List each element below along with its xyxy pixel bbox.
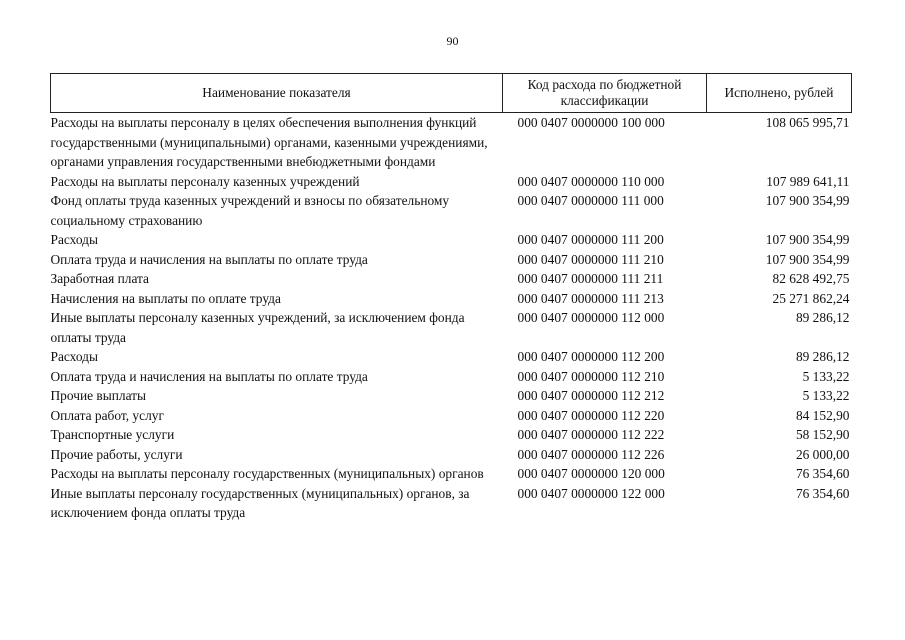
indicator-name: Расходы [50, 349, 98, 364]
table-row [51, 445, 852, 465]
indicator-name: Оплата работ, услуг [50, 407, 164, 423]
executed-amount: 89 286,12 [795, 349, 850, 364]
expenditure-table [50, 73, 852, 523]
executed-amount: 58 152,90 [795, 427, 850, 442]
indicator-name: Иные выплаты персоналу государственных (муниципальных) органов, за исключением фонда оплаты труда [50, 485, 470, 520]
budget-code: 000 0407 0000000 100 000 [517, 115, 665, 130]
indicator-name: Расходы на выплаты персоналу в целях обеспечения выполнения функций государственными (муниципальными) органами, казенными учреждениями, органами управления государственными внебюджетными фондами [50, 115, 488, 169]
table-row [51, 289, 852, 309]
indicator-name: Начисления на выплаты по оплате труда [50, 290, 281, 306]
budget-code: 000 0407 0000000 112 222 [517, 427, 665, 442]
budget-code: 000 0407 0000000 111 200 [517, 232, 664, 247]
header-executed-amount: Исполнено, рублей [707, 74, 852, 113]
table-row [51, 347, 852, 367]
budget-code: 000 0407 0000000 112 226 [517, 446, 665, 462]
indicator-name: Фонд оплаты труда казенных учреждений и взносы по обязательному социальному страхованию [50, 193, 450, 228]
indicator-name: Расходы на выплаты персоналу государственных (муниципальных) органов [50, 466, 484, 481]
table-row [51, 113, 852, 172]
budget-code: 000 0407 0000000 112 210 [517, 368, 665, 384]
table-row [51, 269, 852, 289]
budget-code: 000 0407 0000000 112 000 [517, 310, 665, 325]
executed-amount: 84 152,90 [795, 407, 850, 423]
executed-amount: 107 900 354,99 [765, 193, 850, 208]
executed-amount: 107 900 354,99 [765, 251, 850, 267]
table-row [51, 386, 852, 406]
executed-amount: 108 065 995,71 [765, 115, 850, 130]
table-body [51, 113, 852, 523]
budget-code: 000 0407 0000000 112 220 [517, 407, 665, 423]
header-indicator-name: Наименование показателя [51, 74, 503, 113]
executed-amount: 5 133,22 [802, 368, 850, 384]
indicator-name: Оплата труда и начисления на выплаты по оплате труда [50, 251, 368, 267]
indicator-name: Оплата труда и начисления на выплаты по оплате труда [50, 368, 368, 384]
table-row [51, 191, 852, 230]
table-row [51, 425, 852, 445]
budget-code: 000 0407 0000000 111 213 [517, 290, 664, 306]
table-row [51, 230, 852, 250]
executed-amount: 82 628 492,75 [772, 271, 850, 286]
executed-amount: 5 133,22 [802, 388, 850, 403]
budget-code: 000 0407 0000000 112 212 [517, 388, 665, 403]
indicator-name: Расходы [50, 232, 98, 247]
table-row [51, 172, 852, 192]
table-row [51, 406, 852, 426]
indicator-name: Прочие работы, услуги [50, 446, 183, 462]
table-row [51, 250, 852, 270]
budget-code: 000 0407 0000000 112 200 [517, 349, 665, 364]
executed-amount: 89 286,12 [795, 310, 850, 325]
budget-code: 000 0407 0000000 111 211 [517, 271, 664, 286]
table-row [51, 367, 852, 387]
indicator-name: Заработная плата [50, 271, 149, 286]
executed-amount: 26 000,00 [795, 446, 850, 462]
table-row [51, 464, 852, 484]
indicator-name: Расходы на выплаты персоналу казенных учреждений [50, 173, 360, 189]
indicator-name: Прочие выплаты [50, 388, 147, 403]
executed-amount: 107 900 354,99 [765, 232, 850, 247]
table-row [51, 308, 852, 347]
page-number: 90 [446, 34, 459, 48]
budget-code: 000 0407 0000000 110 000 [517, 173, 665, 189]
budget-code: 000 0407 0000000 111 210 [517, 251, 664, 267]
executed-amount: 107 989 641,11 [766, 173, 850, 189]
executed-amount: 76 354,60 [795, 466, 850, 481]
budget-code: 000 0407 0000000 120 000 [517, 466, 665, 481]
header-budget-code: Код расхода по бюджетной классификации [503, 74, 707, 113]
indicator-name: Иные выплаты персоналу казенных учреждений, за исключением фонда оплаты труда [50, 310, 465, 345]
budget-code: 000 0407 0000000 122 000 [517, 485, 665, 501]
indicator-name: Транспортные услуги [50, 427, 175, 442]
table-header [51, 74, 852, 113]
executed-amount: 25 271 862,24 [772, 290, 850, 306]
executed-amount: 76 354,60 [795, 485, 850, 501]
budget-code: 000 0407 0000000 111 000 [517, 193, 664, 208]
table-row [51, 484, 852, 523]
